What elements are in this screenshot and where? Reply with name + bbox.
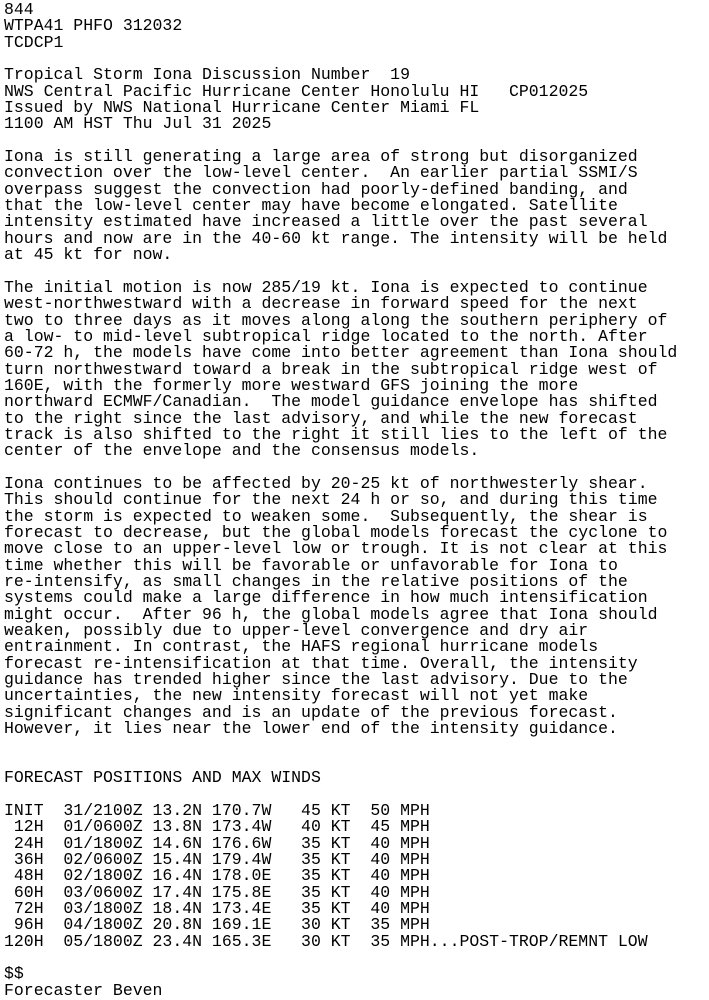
header-line: WTPA41 PHFO 312032 <box>4 18 183 35</box>
forecast-row: 12H 01/0600Z 13.8N 173.4W 40 KT 45 MPH <box>4 819 430 836</box>
forecast-row: 120H 05/1800Z 23.4N 165.3E 30 KT 35 MPH...POST-TROP/REMNT LOW <box>4 933 648 950</box>
paragraph-line: re-intensify, as small changes in the relative positions of the <box>4 574 628 591</box>
discussion-paragraph-motion <box>4 280 709 460</box>
paragraph-line: forecast to decrease, but the global models forecast the cyclone to <box>4 525 668 542</box>
paragraph-line: northward ECMWF/Canadian. The model guidance envelope has shifted <box>4 394 658 411</box>
forecaster-signature: Forecaster Beven <box>4 982 163 999</box>
paragraph-line: 60-72 h, the models have come into better agreement than Iona should <box>4 345 678 362</box>
paragraph-line: uncertainties, the new intensity forecast will not yet make <box>4 688 589 705</box>
paragraph-line: west-northwestward with a decrease in forward speed for the next <box>4 296 638 313</box>
paragraph-line: center of the envelope and the consensus models. <box>4 443 480 460</box>
paragraph-line: However, it lies near the lower end of the intensity guidance. <box>4 721 618 738</box>
paragraph-line: hours and now are in the 40-60 kt range. The intensity will be held <box>4 230 668 248</box>
forecast-row: 48H 02/1800Z 16.4N 178.0E 35 KT 40 MPH <box>4 868 430 885</box>
title-line: Tropical Storm Iona Discussion Number 19 <box>4 67 410 84</box>
blank-line <box>4 460 709 476</box>
paragraph-line: guidance has trended higher since the last advisory. Due to the <box>4 672 628 689</box>
title-line: NWS Central Pacific Hurricane Center Honolulu HI CP012025 <box>4 83 589 101</box>
paragraph-line: move close to an upper-level low or trough. It is not clear at this <box>4 541 668 558</box>
header-line: 844 <box>4 2 34 19</box>
paragraph-line: forecast re-intensification at that time. Overall, the intensity <box>4 655 638 673</box>
forecast-row: 24H 01/1800Z 14.6N 176.6W 35 KT 40 MPH <box>4 835 430 852</box>
title-line: Issued by NWS National Hurricane Center Miami FL <box>4 100 480 117</box>
paragraph-line: significant changes and is an update of the previous forecast. <box>4 704 618 722</box>
blank-line <box>4 787 709 803</box>
paragraph-line: time whether this will be favorable or unfavorable for Iona to <box>4 557 618 575</box>
forecast-heading: FORECAST POSITIONS AND MAX WINDS <box>4 770 321 787</box>
paragraph-line: entrainment. In contrast, the HAFS regional hurricane models <box>4 639 599 656</box>
blank-line <box>4 737 709 753</box>
blank-line <box>4 950 709 966</box>
paragraph-line: two to three days as it moves along along the southern periphery of <box>4 312 668 329</box>
forecast-table <box>4 803 709 950</box>
forecast-row: 72H 03/1800Z 18.4N 173.4E 35 KT 40 MPH <box>4 900 430 918</box>
discussion-paragraph-intensity <box>4 149 709 263</box>
forecast-row: 60H 03/0600Z 17.4N 175.8E 35 KT 40 MPH <box>4 884 430 901</box>
header-line: TCDCP1 <box>4 34 64 52</box>
title-line: 1100 AM HST Thu Jul 31 2025 <box>4 116 272 133</box>
paragraph-line: the storm is expected to weaken some. Subsequently, the shear is <box>4 508 648 525</box>
paragraph-line: might occur. After 96 h, the global models agree that Iona should <box>4 606 658 624</box>
paragraph-line: overpass suggest the convection had poorly-defined banding, and <box>4 181 628 199</box>
paragraph-line: intensity estimated have increased a little over the past several <box>4 214 648 231</box>
paragraph-line: track is also shifted to the right it still lies to the left of the <box>4 426 668 444</box>
blank-line <box>4 51 709 67</box>
paragraph-line: at 45 kt for now. <box>4 247 173 264</box>
blank-line <box>4 133 709 149</box>
blank-line <box>4 754 709 770</box>
paragraph-line: to the right since the last advisory, and while the new forecast <box>4 410 638 427</box>
blank-line <box>4 264 709 280</box>
paragraph-line: turn northwestward toward a break in the subtropical ridge west of <box>4 361 658 378</box>
paragraph-line: Iona is still generating a large area of strong but disorganized <box>4 149 638 166</box>
paragraph-line: This should continue for the next 24 h or so, and during this time <box>4 492 658 509</box>
paragraph-line: a low- to mid-level subtropical ridge located to the north. After <box>4 328 648 346</box>
forecast-row: 96H 04/1800Z 20.8N 169.1E 30 KT 35 MPH <box>4 917 430 934</box>
end-marker: $$ <box>4 966 24 983</box>
forecast-row: 36H 02/0600Z 15.4N 179.4W 35 KT 40 MPH <box>4 851 430 869</box>
paragraph-line: 160E, with the formerly more westward GFS joining the more <box>4 377 579 395</box>
product-header <box>4 2 709 51</box>
product-title <box>4 67 709 132</box>
paragraph-line: weaken, possibly due to upper-level convergence and dry air <box>4 623 589 640</box>
paragraph-line: Iona continues to be affected by 20-25 kt of northwesterly shear. <box>4 475 648 493</box>
paragraph-line: convection over the low-level center. An earlier partial SSMI/S <box>4 165 638 182</box>
paragraph-line: that the low-level center may have become elongated. Satellite <box>4 198 618 215</box>
forecast-row: INIT 31/2100Z 13.2N 170.7W 45 KT 50 MPH <box>4 802 430 820</box>
discussion-paragraph-shear <box>4 476 709 738</box>
paragraph-line: The initial motion is now 285/19 kt. Iona is expected to continue <box>4 279 648 297</box>
paragraph-line: systems could make a large difference in how much intensification <box>4 590 648 607</box>
